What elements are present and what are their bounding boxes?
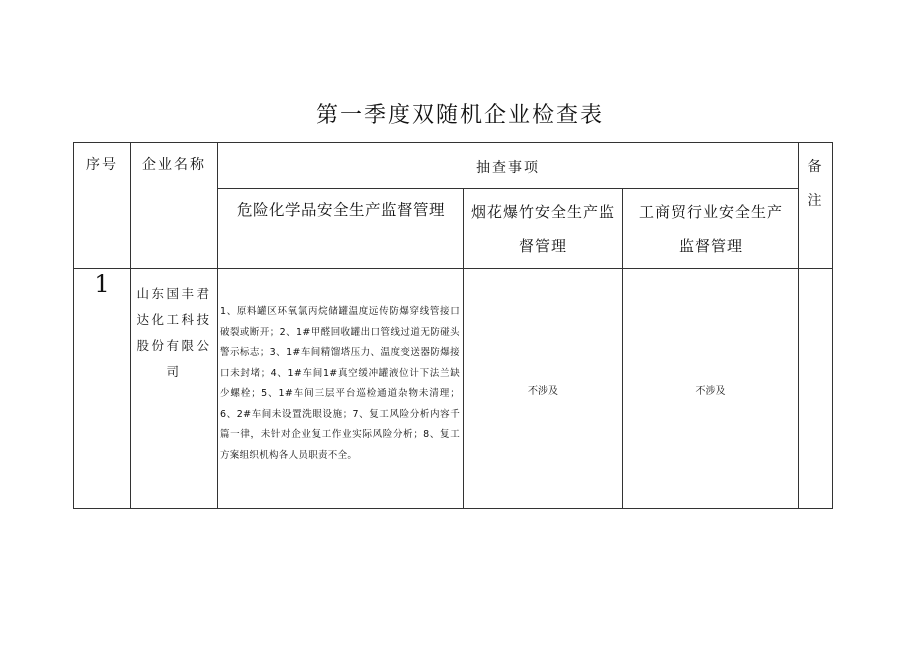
table-divider-items <box>217 188 798 189</box>
header-note-1: 备 <box>807 159 824 175</box>
subheader-industry-trade: 工商贸行业安全生产监督管理 <box>638 203 783 255</box>
row-industry-status: 不涉及 <box>695 386 726 397</box>
subheader-fireworks: 烟花爆竹安全生产监督管理 <box>470 203 615 255</box>
table-divider-header <box>73 268 833 269</box>
table-divider-col4 <box>622 188 623 509</box>
row-fireworks-status: 不涉及 <box>528 386 558 397</box>
table-border-bottom <box>73 508 833 509</box>
table-divider-col3 <box>463 188 464 509</box>
header-items: 抽查事项 <box>476 160 540 176</box>
page-title: 第一季度双随机企业检查表 <box>315 103 604 128</box>
subheader-hazardous-chemicals: 危险化学品安全生产监督管理 <box>236 201 445 219</box>
header-note-2: 注 <box>807 193 824 209</box>
header-company: 企业名称 <box>142 157 206 173</box>
row-company-name: 山东国丰君达化工科技股份有限公司 <box>136 286 212 379</box>
table-border-right <box>832 142 833 509</box>
header-seq: 序号 <box>86 157 118 173</box>
row-seq: 1 <box>94 270 110 298</box>
table-divider-col1 <box>130 142 131 509</box>
table-border-left <box>73 142 74 509</box>
row-chem-findings: 1、原料罐区环氧氯丙烷储罐温度远传防爆穿线管接口破裂或断开；2、1#甲醛回收罐出口管线过道无防碰头警示标志；3、1#车间精馏塔压力、温度变送器防爆接口未封堵；4、1#车间1#真空缓冲罐液位计下法兰缺少螺栓；5、1#车间三层平台巡检通道杂物未清理；6、2#车间未设置洗眼设施；7、复工风险分析内容千篇一律，未针对企业复工作业实际风险分析；8、复工方案组织机构各人员职责不全。 <box>220 306 460 461</box>
table-divider-col2 <box>217 142 218 509</box>
table-border-top <box>73 142 833 143</box>
